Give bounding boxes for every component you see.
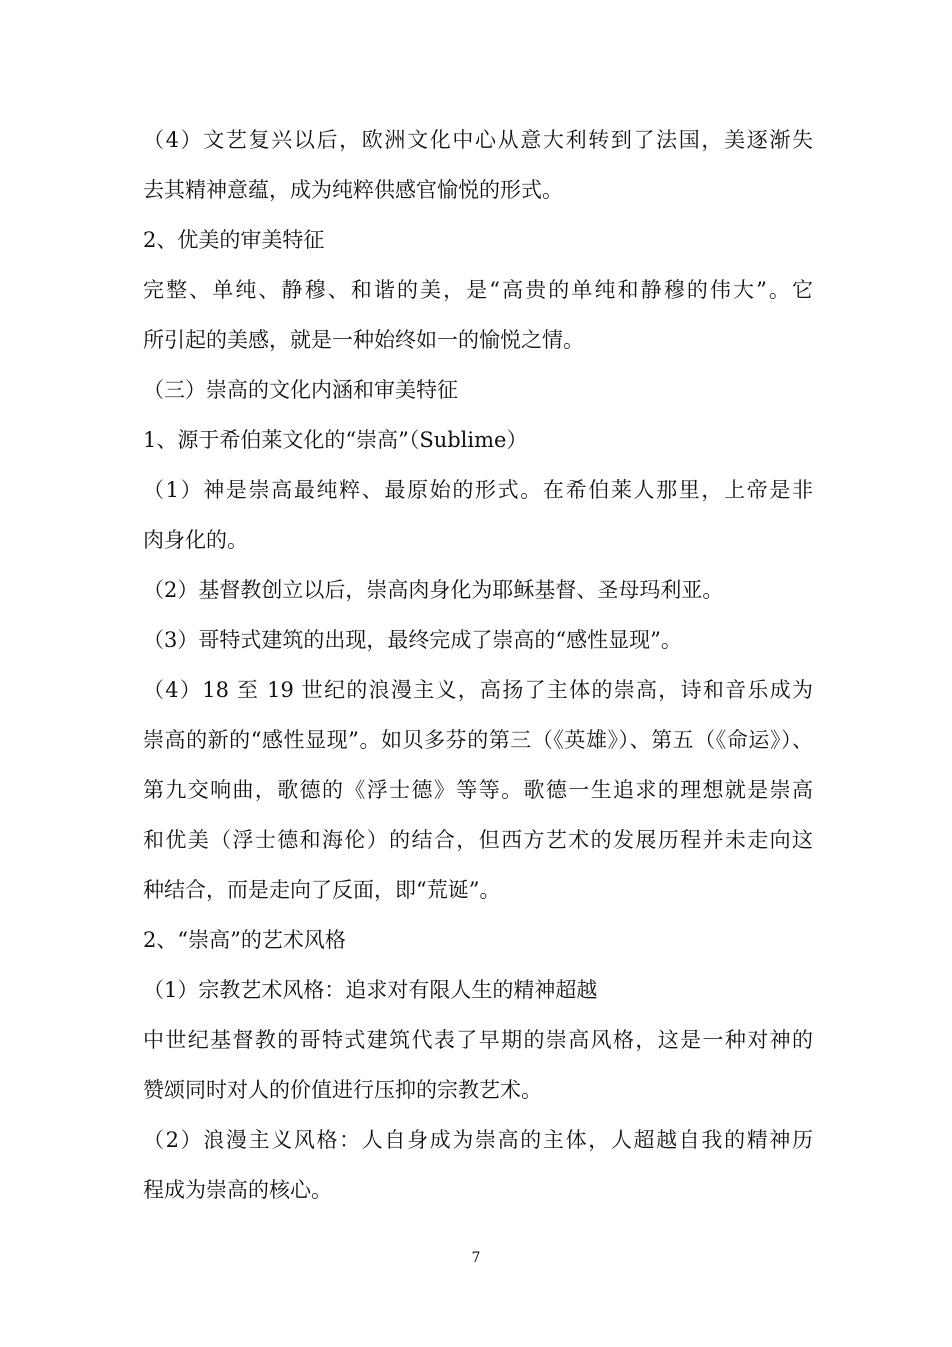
heading-hebrew-sublime: 1、源于希伯莱文化的“崇高”（Sublime） [143, 428, 528, 452]
paragraph-renaissance-line-2: 去其精神意蕴，成为纯粹供感官愉悦的形式。 [143, 178, 563, 202]
paragraph-god-line-2: 肉身化的。 [143, 528, 248, 552]
paragraph-renaissance-line-1: （4）文艺复兴以后，欧洲文化中心从意大利转到了法国，美逐渐失 [143, 128, 813, 152]
paragraph-romanticism-line-5: 种结合，而是走向了反面，即“荒诞”。 [143, 878, 501, 902]
paragraph-graceful-line-1: 完整、单纯、静穆、和谐的美，是“高贵的单纯和静穆的伟大”。它 [143, 278, 813, 302]
paragraph-romanticism-line-1: （4）18 至 19 世纪的浪漫主义，高扬了主体的崇高，诗和音乐成为 [143, 678, 813, 702]
paragraph-romanticism-line-3: 第九交响曲，歌德的《浮士德》等等。歌德一生追求的理想就是崇高 [143, 778, 813, 802]
page-number: 7 [471, 1250, 481, 1266]
paragraph-god-line-1: （1）神是崇高最纯粹、最原始的形式。在希伯莱人那里，上帝是非 [143, 478, 813, 502]
heading-graceful-features: 2、优美的审美特征 [143, 228, 325, 252]
paragraph-romanticism-line-2: 崇高的新的“感性显现”。如贝多芬的第三（《英雄》）、第五（《命运》）、 [143, 728, 813, 752]
paragraph-romantic-style-line-2: 程成为崇高的核心。 [143, 1178, 332, 1202]
paragraph-religious-line-2: 赞颂同时对人的价值进行压抑的宗教艺术。 [143, 1078, 542, 1102]
paragraph-gothic: （3）哥特式建筑的出现，最终完成了崇高的“感性显现”。 [143, 628, 682, 652]
paragraph-graceful-line-2: 所引起的美感，就是一种始终如一的愉悦之情。 [143, 328, 584, 352]
heading-sublime-style: 2、“崇高”的艺术风格 [143, 928, 346, 952]
heading-religious-style: （1）宗教艺术风格：追求对有限人生的精神超越 [143, 978, 598, 1002]
paragraph-religious-line-1: 中世纪基督教的哥特式建筑代表了早期的崇高风格，这是一种对神的 [143, 1028, 813, 1052]
paragraph-christianity: （2）基督教创立以后，崇高肉身化为耶稣基督、圣母玛利亚。 [143, 578, 724, 602]
heading-sublime-section: （三）崇高的文化内涵和审美特征 [143, 378, 458, 402]
paragraph-romanticism-line-4: 和优美（浮士德和海伦）的结合，但西方艺术的发展历程并未走向这 [143, 828, 813, 852]
paragraph-romantic-style-line-1: （2）浪漫主义风格：人自身成为崇高的主体，人超越自我的精神历 [143, 1128, 813, 1152]
